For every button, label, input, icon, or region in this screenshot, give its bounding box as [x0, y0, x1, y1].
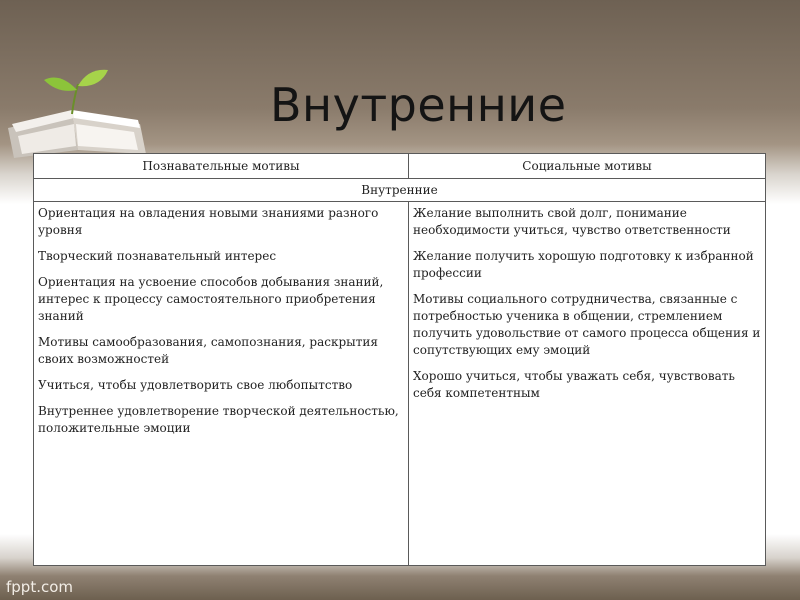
list-item: Желание выполнить свой долг, понимание необходимости учиться, чувство ответственности — [413, 206, 731, 237]
list-item: Мотивы социального сотрудничества, связанные с потребностью ученика в общении, стремлением получить удовольствие от самого процесса общения и сопутствующих ему эмоций — [413, 292, 761, 357]
social-motives-cell — [409, 202, 766, 566]
footer-brand: fppt.com — [6, 578, 74, 596]
list-item: Хорошо учиться, чтобы уважать себя, чувствовать себя компетентным — [413, 369, 735, 400]
table-subheader-row — [34, 179, 766, 202]
list-item: Ориентация на овладения новыми знаниями разного уровня — [38, 206, 379, 237]
table-header-row — [34, 154, 766, 179]
slide-title: Внутренние — [270, 78, 567, 132]
open-book-with-sprout-icon — [0, 58, 160, 163]
list-item: Мотивы самообразования, самопознания, раскрытия своих возможностей — [38, 335, 378, 366]
motives-table — [33, 153, 766, 566]
list-item: Ориентация на усвоение способов добывания знаний, интерес к процессу самостоятельного приобретения знаний — [38, 275, 384, 323]
list-item: Творческий познавательный интерес — [38, 249, 277, 263]
table-row — [34, 202, 766, 566]
header-cognitive: Познавательные мотивы — [34, 154, 409, 179]
subheader-internal: Внутренние — [34, 179, 766, 202]
cognitive-motives-cell — [34, 202, 409, 566]
list-item: Желание получить хорошую подготовку к избранной профессии — [413, 249, 754, 280]
list-item: Внутреннее удовлетворение творческой деятельностью, положительные эмоции — [38, 404, 399, 435]
header-social: Социальные мотивы — [409, 154, 766, 179]
list-item: Учиться, чтобы удовлетворить свое любопытство — [38, 378, 353, 392]
